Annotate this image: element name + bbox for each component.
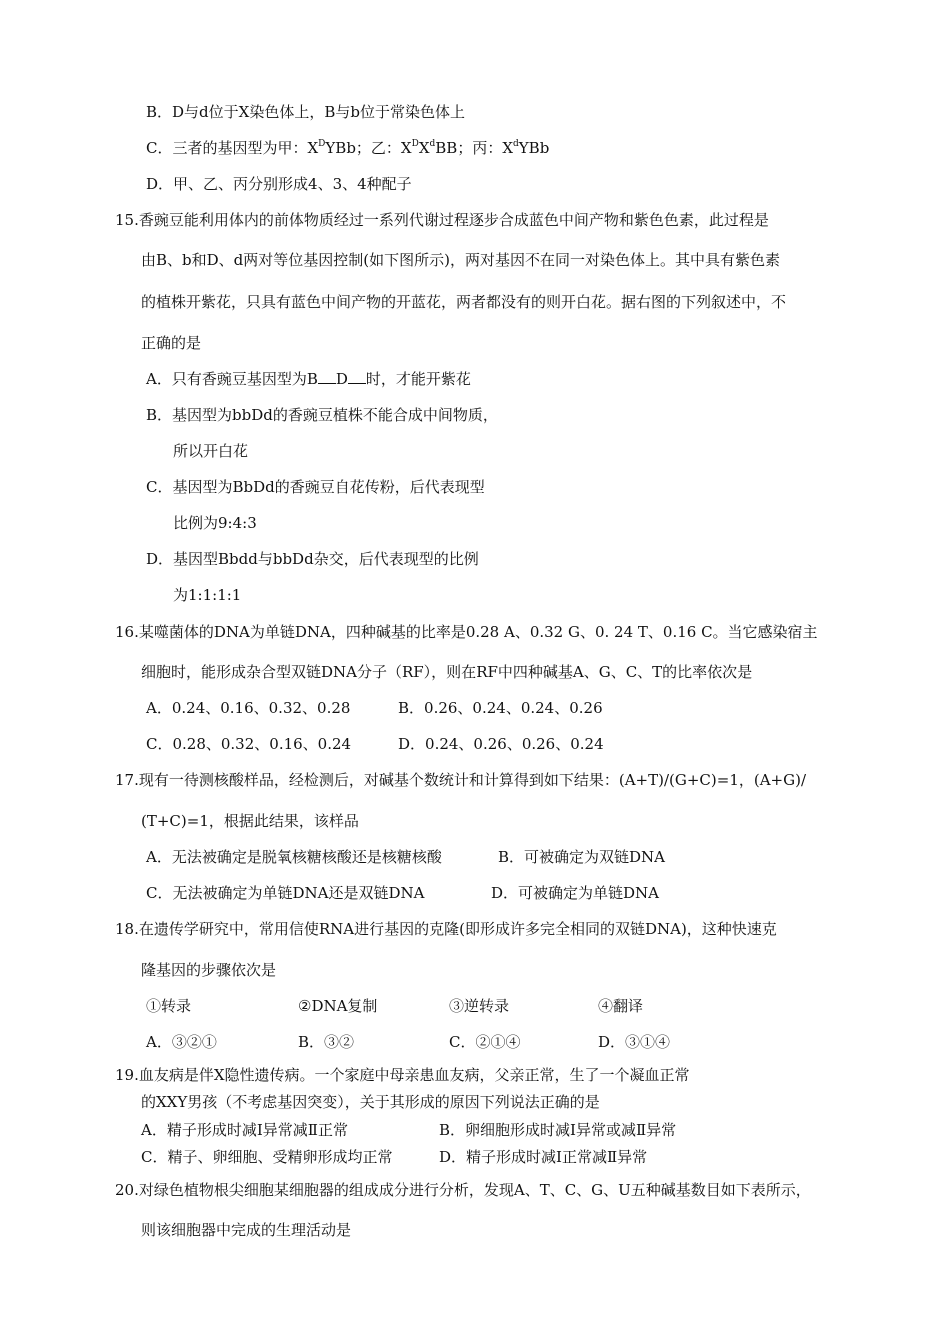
q19-option-c: C．精子、卵细胞、受精卵形成均正常 xyxy=(141,1148,393,1166)
q15-option-b-line1: B．基因型为bbDd的香豌豆植株不能合成中间物质， xyxy=(146,406,498,424)
q15-stem-line1: 15.香豌豆能利用体内的前体物质经过一系列代谢过程逐步合成蓝色中间产物和紫色色素，此过程是 xyxy=(115,211,769,229)
q14-option-b: B．D与d位于X染色体上，B与b位于常染色体上 xyxy=(146,103,465,121)
q18-option-b: B．③② xyxy=(298,1033,355,1051)
q18-step-3: ③逆转录 xyxy=(449,997,510,1015)
q17-option-d: D．可被确定为单链DNA xyxy=(491,884,660,902)
q15-stem-line2: 由B、b和D、d两对等位基因控制(如下图所示)，两对基因不在同一对染色体上。其中具有紫色素 xyxy=(141,251,780,269)
q15-option-d-line2: 为1:1:1:1 xyxy=(173,586,242,604)
q17-stem-line2: (T+C)=1，根据此结果，该样品 xyxy=(141,812,359,830)
q18-stem-line2: 隆基因的步骤依次是 xyxy=(141,961,277,979)
q18-option-a: A．③②① xyxy=(146,1033,217,1051)
q15-option-c-line1: C．基因型为BbDd的香豌豆自花传粉，后代表现型 xyxy=(146,478,485,496)
q19-option-d: D．精子形成时减Ⅰ正常减Ⅱ异常 xyxy=(439,1148,648,1166)
q18-option-d: D．③①④ xyxy=(598,1033,671,1051)
q17-stem-line1: 17.现有一待测核酸样品，经检测后，对碱基个数统计和计算得到如下结果：(A+T)/(G+C)=1，(A+G)/ xyxy=(115,771,807,789)
q16-option-b: B．0.26、0.24、0.24、0.26 xyxy=(398,699,603,717)
q17-option-c: C．无法被确定为单链DNA还是双链DNA xyxy=(146,884,425,902)
q18-option-c: C．②①④ xyxy=(449,1033,521,1051)
q15-stem-line4: 正确的是 xyxy=(141,334,202,352)
q16-stem-line2: 细胞时，能形成杂合型双链DNA分子（RF），则在RF中四种碱基A、G、C、T的比率依次是 xyxy=(141,663,753,681)
q15-option-c-line2: 比例为9:4:3 xyxy=(173,514,257,532)
q15-option-a: A．只有香豌豆基因型为B D 时，才能开紫花 xyxy=(146,370,471,388)
q15-option-b-line2: 所以开白花 xyxy=(173,442,249,460)
q16-option-d: D．0.24、0.26、0.26、0.24 xyxy=(398,735,604,753)
q19-stem-line2: 的XXY男孩（不考虑基因突变），关于其形成的原因下列说法正确的是 xyxy=(141,1093,600,1111)
q19-option-a: A．精子形成时减Ⅰ异常减Ⅱ正常 xyxy=(141,1121,348,1139)
q18-step-1: ①转录 xyxy=(146,997,192,1015)
q16-option-a: A．0.24、0.16、0.32、0.28 xyxy=(146,699,351,717)
q16-option-c: C．0.28、0.32、0.16、0.24 xyxy=(146,735,352,753)
q17-option-b: B．可被确定为双链DNA xyxy=(498,848,666,866)
q15-stem-line3: 的植株开紫花，只具有蓝色中间产物的开蓝花，两者都没有的则开白花。据右图的下列叙述中，不 xyxy=(141,293,787,311)
q17-option-a: A．无法被确定是脱氧核糖核酸还是核糖核酸 xyxy=(146,848,442,866)
q19-stem-line1: 19.血友病是伴X隐性遗传病。一个家庭中母亲患血友病，父亲正常，生了一个凝血正常 xyxy=(115,1066,690,1084)
q18-step-4: ④翻译 xyxy=(598,997,644,1015)
q19-option-b: B．卵细胞形成时减Ⅰ异常或减Ⅱ异常 xyxy=(439,1121,677,1139)
q15-option-d-line1: D．基因型Bbdd与bbDd杂交，后代表现型的比例 xyxy=(146,550,479,568)
q16-stem-line1: 16.某噬菌体的DNA为单链DNA，四种碱基的比率是0.28 A、0.32 G、0. 24 T、0.16 C。当它感染宿主 xyxy=(115,623,818,641)
q20-stem-line1: 20.对绿色植物根尖细胞某细胞器的组成成分进行分析，发现A、T、C、G、U五种碱基数目如下表所示， xyxy=(115,1181,811,1199)
q20-stem-line2: 则该细胞器中完成的生理活动是 xyxy=(141,1221,352,1239)
q14-option-c: C．三者的基因型为甲：$X^DYBb$；乙：$X^DX^dBB$；丙：$X^dYBb$ xyxy=(146,139,550,157)
q18-stem-line1: 18.在遗传学研究中，常用信使RNA进行基因的克隆(即形成许多完全相同的双链DNA)，这种快速克 xyxy=(115,920,777,938)
q18-step-2: ②DNA复制 xyxy=(298,997,378,1015)
q14-option-d: D．甲、乙、丙分别形成4、3、4种配子 xyxy=(146,175,412,193)
